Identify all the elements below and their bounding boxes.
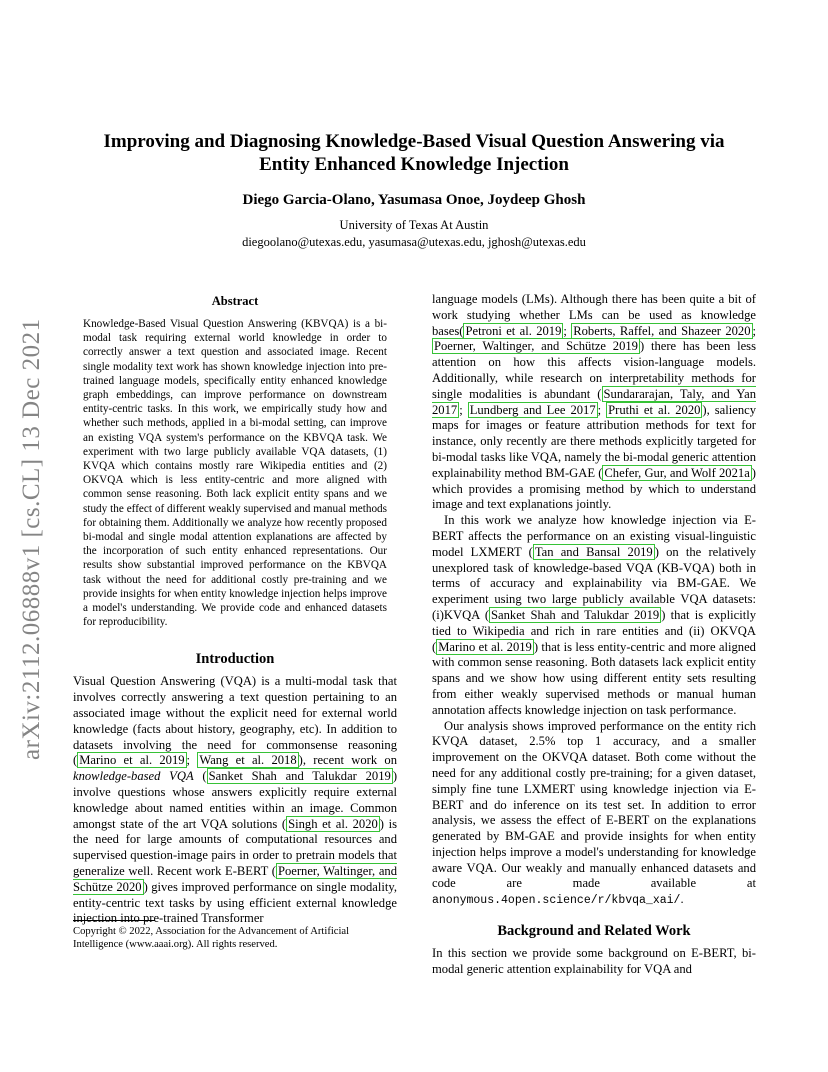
text-run: ( xyxy=(193,769,207,784)
text-run: ; xyxy=(186,753,198,768)
citation-link[interactable]: Marino et al. 2019 xyxy=(438,639,532,654)
text-run: ) that is less entity-centric and more aligned with common sense reasoning. Both datasets lack explicit entity spans and we show how using different entity sets resulting from either weakly supervised methods or manual human annotation affects knowledge injection on task performance. xyxy=(432,639,756,717)
citation-link[interactable]: Sanket Shah and Talukdar 2019 xyxy=(208,769,391,784)
text-run: ; xyxy=(459,402,468,417)
text-run: ) is the need for large amounts of computational resources and supervised question-image pairs in order to pretrain models that generalize well. Recent work E-BERT ( xyxy=(73,816,397,879)
emphasis-text: knowledge-based VQA xyxy=(73,769,194,784)
citation-link[interactable]: Petroni et al. 2019 xyxy=(465,323,562,338)
citation-link[interactable]: Sanket Shah and Talukdar 2019 xyxy=(491,607,660,622)
intro-paragraph-continued xyxy=(432,292,756,513)
text-run: ) which provides a promising method by which to understand image and text explanations jointly. xyxy=(432,465,756,512)
introduction-heading: Introduction xyxy=(195,651,275,668)
text-run: ; xyxy=(597,402,607,417)
citation-link[interactable]: Singh et al. 2020 xyxy=(288,816,378,831)
text-run: ; xyxy=(563,323,572,338)
citation-link[interactable]: Pruthi et al. 2020 xyxy=(608,402,701,417)
citation-link[interactable]: Roberts, Raffel, and Shazeer 2020 xyxy=(573,323,751,338)
author-emails: diegoolano@utexas.edu, yasumasa@utexas.edu, jghosh@utexas.edu xyxy=(242,235,586,249)
background-heading: Background and Related Work xyxy=(497,923,691,940)
citation-link[interactable]: Lundberg and Lee 2017 xyxy=(469,402,596,417)
abstract-heading: Abstract xyxy=(211,294,259,308)
copyright-footnote: Copyright © 2022, Association for the Advancement of Artificial Intelligence (www.aaai.org). All rights reserved. xyxy=(73,926,350,951)
text-run: ) on the relatively unexplored task of knowledge-based VQA (KB-VQA) both in terms of accuracy and explainability via BM-GAE. We experiment using two large publicly available VQA datasets: (i)KVQA ( xyxy=(432,544,757,622)
text-run: ; xyxy=(752,323,757,338)
right-column xyxy=(432,292,756,978)
citation-link[interactable]: Sundararajan, Taly, and Yan 2017 xyxy=(432,386,756,417)
citation-link[interactable]: Marino et al. 2019 xyxy=(79,753,185,768)
paper-title: Improving and Diagnosing Knowledge-Based Visual Question Answering via Entity Enhanced Knowledge Injection xyxy=(103,131,725,175)
text-run: ) there has been less attention on how this affects vision-language models. Additionally, while research on interpretability methods for single modalities is abundant ( xyxy=(432,339,756,401)
text-run: ) involve questions whose answers explicitly require external knowledge about named entities within an image. Common amongst state of the art VQA solutions ( xyxy=(73,769,398,831)
affiliation: University of Texas At Austin xyxy=(339,218,489,232)
citation-link[interactable]: Poerner, Waltinger, and Schütze 2020 xyxy=(73,864,398,894)
intro-paragraph-2 xyxy=(432,513,756,718)
background-paragraph: In this section we provide some background on E-BERT, bi-modal generic attention explainability for VQA and xyxy=(432,946,756,976)
footnote-rule xyxy=(73,920,155,921)
text-run: In this work we analyze how knowledge injection via E-BERT affects the performance on an existing visual-linguistic model LXMERT ( xyxy=(432,513,756,559)
introduction-paragraph xyxy=(73,674,397,927)
text-run: ), saliency maps for images or feature attribution methods for text for instance, only recently are there methods explicitly targeted for bi-modal tasks like VQA, namely the bi-modal generic attention explainability method BM-GAE ( xyxy=(432,402,757,480)
text-run: ) that is explicitly tied to Wikipedia and rich in rare entities and (ii) OKVQA ( xyxy=(432,607,756,654)
code-url-link[interactable]: anonymous.4open.science/r/kbvqa_xai/ xyxy=(432,894,681,908)
text-run: Visual Question Answering (VQA) is a multi-modal task that involves correctly answering a text question pertaining to an associated image without the explicit need for external world knowledge (facts about history, geography, etc). In addition to datasets involving the need for commonsense reasoning ( xyxy=(73,674,397,768)
abstract-text: Knowledge-Based Visual Question Answering (KBVQA) is a bi-modal task requiring external world knowledge in order to correctly answer a text question and associated image. Recent single modality text work has shown knowledge injection into pre-trained language models, specifically entity enhanced knowledge graph embeddings, can improve performance on downstream entity-centric tasks. In this work, we empirically study how and whether such methods, applied in a bi-modal setting, can improve an existing VQA system's performance on the KBVQA task. We experiment with two large publicly available VQA datasets, (1) KVQA which contains mostly rare Wikipedia entities and (2) OKVQA which is less entity-centric and more aligned with common sense reasoning. Both lack explicit entity spans and we study the effect of different weakly supervised and manual methods for obtaining them. Additionally we analyze how recently proposed bi-modal and single modal attention explanations are affected by the incorporation of such entity enhanced representations. Our results show substantial improved performance on the KBVQA task without the need for additional costly pre-training and we provide insights for when entity knowledge injection helps improve a model's understanding. We provide code and enhanced datasets for reproducibility. xyxy=(83,318,387,629)
citation-link[interactable]: Tan and Bansal 2019 xyxy=(534,544,653,559)
affiliation-block xyxy=(80,217,748,251)
citation-link[interactable]: Poerner, Waltinger, and Schütze 2019 xyxy=(434,339,638,354)
text-run: ), recent work on xyxy=(298,753,397,768)
text-run: Our analysis shows improved performance on the entity rich KVQA dataset, 2.5% top 1 accuracy, and a smaller improvement on the OKVQA dataset. Both come without the need for any additional costly pre-training; for a given dataset, simply fine tune LXMERT using knowledge injection via E-BERT and do inference on its test set. In addition to error analysis, we assess the effect of E-BERT on the explanations generated by BM-GAE and provide insights for when entity injection helps improve a model's understanding for knowledge aware VQA. Our weakly and manually enhanced datasets and code are made available at xyxy=(432,718,756,891)
author-list: Diego Garcia-Olano, Yasumasa Onoe, Joydeep Ghosh xyxy=(242,192,586,208)
text-run: ) gives improved performance on single modality, entity-centric text tasks by using efficient external knowledge injection into pre-trained Transformer xyxy=(73,879,398,926)
citation-link[interactable]: Wang et al. 2018 xyxy=(199,753,297,768)
intro-paragraph-3 xyxy=(432,719,756,910)
text-run: language models (LMs). Although there has been quite a bit of work studying whether LMs can be used as knowledge bases( xyxy=(432,292,756,338)
arxiv-stamp: arXiv:2112.06888v1 [cs.CL] 13 Dec 2021 xyxy=(18,318,45,760)
left-column xyxy=(73,292,397,927)
citation-link[interactable]: Chefer, Gur, and Wolf 2021a xyxy=(604,465,750,480)
text-run: . xyxy=(680,892,684,907)
